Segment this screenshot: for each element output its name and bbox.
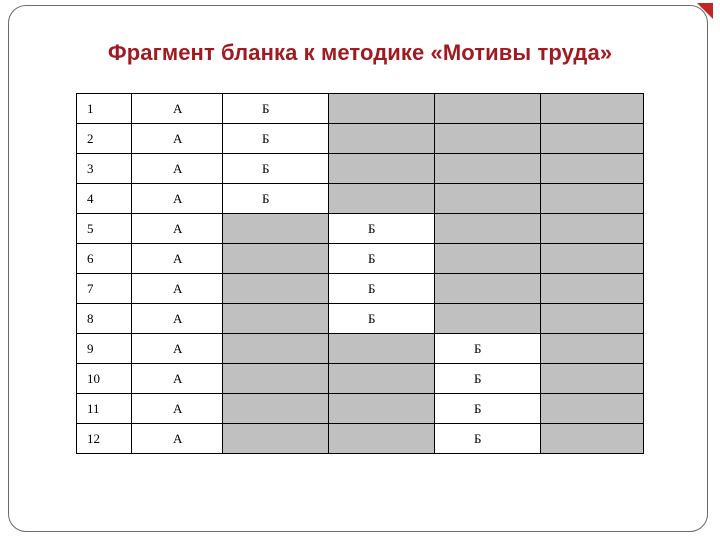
shaded-cell [329, 364, 435, 394]
row-number-cell: 2 [77, 124, 132, 154]
option-b-cell[interactable]: Б [329, 274, 435, 304]
option-b-cell[interactable]: Б [223, 124, 329, 154]
option-b-cell[interactable]: Б [223, 184, 329, 214]
shaded-cell [435, 124, 541, 154]
table-row [77, 304, 644, 334]
shaded-cell [223, 394, 329, 424]
shaded-cell [541, 304, 644, 334]
shaded-cell [223, 424, 329, 454]
option-a-cell[interactable]: А [132, 424, 223, 454]
corner-mark [697, 3, 713, 19]
shaded-cell [223, 304, 329, 334]
option-a-cell[interactable]: А [132, 334, 223, 364]
shaded-cell [223, 334, 329, 364]
option-b-cell[interactable]: Б [435, 334, 541, 364]
option-a-cell[interactable]: А [132, 94, 223, 124]
option-a-cell[interactable]: А [132, 274, 223, 304]
table-row [77, 334, 644, 364]
table-row [77, 364, 644, 394]
shaded-cell [329, 394, 435, 424]
row-number-cell: 4 [77, 184, 132, 214]
option-a-cell[interactable]: А [132, 124, 223, 154]
answer-form-body [77, 94, 644, 454]
option-b-cell[interactable]: Б [223, 94, 329, 124]
table-row [77, 154, 644, 184]
answer-form-table [76, 93, 644, 454]
shaded-cell [541, 154, 644, 184]
table-row [77, 124, 644, 154]
shaded-cell [329, 334, 435, 364]
row-number-cell: 5 [77, 214, 132, 244]
option-a-cell[interactable]: А [132, 364, 223, 394]
option-b-cell[interactable]: Б [329, 304, 435, 334]
shaded-cell [541, 364, 644, 394]
shaded-cell [329, 154, 435, 184]
row-number-cell: 6 [77, 244, 132, 274]
option-b-cell[interactable]: Б [435, 364, 541, 394]
shaded-cell [329, 124, 435, 154]
shaded-cell [541, 424, 644, 454]
table-row [77, 94, 644, 124]
shaded-cell [541, 394, 644, 424]
option-b-cell[interactable]: Б [329, 214, 435, 244]
slide-title: Фрагмент бланка к методике «Мотивы труда» [107, 40, 613, 65]
shaded-cell [435, 214, 541, 244]
shaded-cell [541, 124, 644, 154]
option-b-cell[interactable]: Б [435, 424, 541, 454]
shaded-cell [435, 94, 541, 124]
row-number-cell: 10 [77, 364, 132, 394]
table-row [77, 214, 644, 244]
shaded-cell [329, 184, 435, 214]
shaded-cell [223, 364, 329, 394]
option-b-cell[interactable]: Б [329, 244, 435, 274]
shaded-cell [541, 94, 644, 124]
option-a-cell[interactable]: А [132, 304, 223, 334]
shaded-cell [435, 244, 541, 274]
shaded-cell [541, 184, 644, 214]
shaded-cell [329, 94, 435, 124]
row-number-cell: 12 [77, 424, 132, 454]
shaded-cell [223, 214, 329, 244]
row-number-cell: 1 [77, 94, 132, 124]
option-a-cell[interactable]: А [132, 244, 223, 274]
shaded-cell [435, 274, 541, 304]
shaded-cell [435, 184, 541, 214]
shaded-cell [541, 334, 644, 364]
shaded-cell [435, 154, 541, 184]
table-row [77, 274, 644, 304]
option-a-cell[interactable]: А [132, 154, 223, 184]
shaded-cell [223, 244, 329, 274]
shaded-cell [541, 244, 644, 274]
row-number-cell: 3 [77, 154, 132, 184]
shaded-cell [329, 424, 435, 454]
table-row [77, 244, 644, 274]
option-a-cell[interactable]: А [132, 394, 223, 424]
option-b-cell[interactable]: Б [223, 154, 329, 184]
row-number-cell: 11 [77, 394, 132, 424]
table-row [77, 184, 644, 214]
row-number-cell: 8 [77, 304, 132, 334]
row-number-cell: 7 [77, 274, 132, 304]
option-a-cell[interactable]: А [132, 214, 223, 244]
table-row [77, 394, 644, 424]
row-number-cell: 9 [77, 334, 132, 364]
shaded-cell [223, 274, 329, 304]
shaded-cell [541, 214, 644, 244]
shaded-cell [435, 304, 541, 334]
option-a-cell[interactable]: А [132, 184, 223, 214]
option-b-cell[interactable]: Б [435, 394, 541, 424]
table-row [77, 424, 644, 454]
shaded-cell [541, 274, 644, 304]
